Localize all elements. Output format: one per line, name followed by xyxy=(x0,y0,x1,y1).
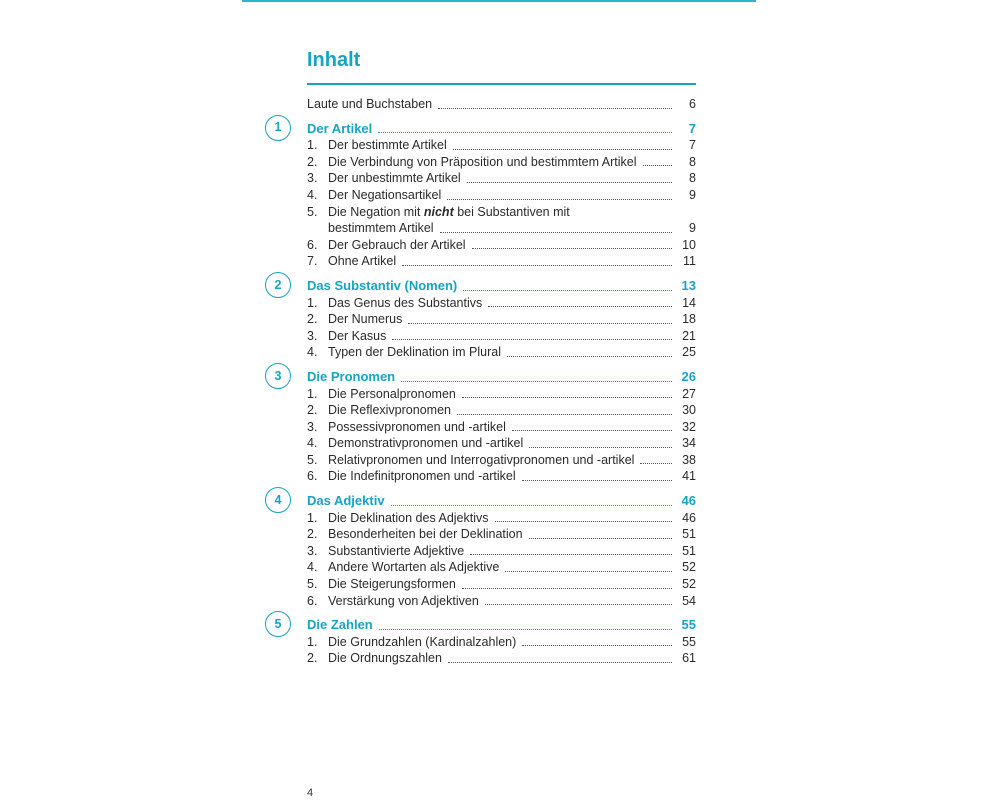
entry-number: 2. xyxy=(307,312,318,327)
entry-number: 3. xyxy=(307,171,318,186)
entry-text: Laute und Buchstaben xyxy=(307,97,433,111)
toc-entry[interactable] xyxy=(307,402,696,419)
entry-page: 25 xyxy=(682,345,696,360)
chapter-heading-2[interactable] xyxy=(274,277,696,295)
page-title: Inhalt xyxy=(307,49,361,71)
chapter-title: Die Zahlen xyxy=(307,617,373,633)
entry-page: 34 xyxy=(682,436,696,451)
entry-page: 11 xyxy=(683,254,696,269)
dot-leader xyxy=(643,165,673,166)
entry-text: Possessivpronomen und -artikel xyxy=(328,419,506,434)
toc-entry[interactable] xyxy=(307,295,696,312)
dot-leader xyxy=(453,149,672,150)
dot-leader xyxy=(391,505,672,506)
dot-leader xyxy=(507,356,672,357)
entry-text: Der bestimmte Artikel xyxy=(328,138,447,153)
toc-entry[interactable] xyxy=(307,204,696,221)
entry-page: 10 xyxy=(682,237,696,252)
entry-text-emphasis xyxy=(424,205,454,219)
entry-number: 2. xyxy=(307,403,318,418)
entry-text: Das Genus des Substantivs xyxy=(328,295,483,310)
entry-number: 7. xyxy=(307,254,318,269)
dot-leader xyxy=(512,430,672,431)
toc-entry-continuation[interactable] xyxy=(307,220,696,237)
entry-number: 4. xyxy=(307,436,318,451)
toc-entry[interactable] xyxy=(307,154,696,171)
dot-leader xyxy=(447,199,672,200)
entry-number: 2. xyxy=(307,154,318,169)
dot-leader xyxy=(488,306,672,307)
chapter-title: Die Pronomen xyxy=(307,368,396,384)
entry-text xyxy=(328,204,570,221)
chapter-heading-1[interactable] xyxy=(274,120,696,138)
dot-leader xyxy=(440,232,672,233)
entry-text: Die Indefinitpronomen und -artikel xyxy=(328,469,516,484)
dot-leader xyxy=(408,323,672,324)
entry-number: 5. xyxy=(307,452,318,467)
entry-text: Typen der Deklination im Plural xyxy=(328,345,501,360)
toc-entry[interactable] xyxy=(307,253,696,270)
dot-leader xyxy=(448,662,672,663)
entry-text: Die Steigerungsformen xyxy=(328,577,456,592)
toc-entry[interactable] xyxy=(307,419,696,436)
dot-leader xyxy=(462,588,672,589)
chapter-page: 26 xyxy=(681,368,696,384)
entry-page: 46 xyxy=(682,510,696,525)
entry-text: Die Grundzahlen (Kardinalzahlen) xyxy=(328,634,517,649)
entry-text-part: Die Negation mit xyxy=(328,204,424,219)
chapter-page: 55 xyxy=(681,617,696,633)
chapter-title: Der Artikel xyxy=(307,120,373,136)
entry-number: 1. xyxy=(307,138,318,153)
toc-entry[interactable] xyxy=(307,452,696,469)
entry-text: Der Numerus xyxy=(328,312,403,327)
entry-page: 6 xyxy=(689,97,696,111)
entry-text: Der Gebrauch der Artikel xyxy=(328,237,466,252)
entry-number: 4. xyxy=(307,187,318,202)
entry-page: 51 xyxy=(682,527,696,542)
dot-leader xyxy=(462,397,672,398)
entry-text: Demonstrativpronomen und -artikel xyxy=(328,436,524,451)
entry-number: 3. xyxy=(307,328,318,343)
entry-page: 41 xyxy=(682,469,696,484)
entry-page: 61 xyxy=(682,651,696,666)
entry-number: 1. xyxy=(307,634,318,649)
dot-leader xyxy=(529,538,672,539)
chapter-number-badge: 4 xyxy=(265,487,291,513)
entry-page: 52 xyxy=(682,560,696,575)
chapter-number-badge: 5 xyxy=(265,611,291,637)
chapter-number-badge: 1 xyxy=(265,115,291,141)
page-number: 4 xyxy=(307,787,314,799)
entry-number: 6. xyxy=(307,237,318,252)
entry-text: Die Reflexivpronomen xyxy=(328,403,451,418)
toc-entry[interactable] xyxy=(307,634,696,651)
entry-number: 5. xyxy=(307,204,318,219)
entry-number: 1. xyxy=(307,386,318,401)
entry-text: Ohne Artikel xyxy=(328,254,397,269)
entry-page: 52 xyxy=(682,577,696,592)
chapter-title: Das Adjektiv xyxy=(307,493,385,509)
entry-page: 18 xyxy=(682,312,696,327)
entry-text: Substantivierte Adjektive xyxy=(328,543,465,558)
entry-number: 2. xyxy=(307,651,318,666)
toc-entry[interactable] xyxy=(307,237,696,254)
chapter-page: 13 xyxy=(681,277,696,293)
toc-entry[interactable] xyxy=(307,435,696,452)
chapter-number-badge: 3 xyxy=(265,363,291,389)
entry-page: 51 xyxy=(682,543,696,558)
entry-number: 6. xyxy=(307,469,318,484)
toc-entry[interactable] xyxy=(307,650,696,667)
entry-page: 55 xyxy=(682,634,696,649)
dot-leader xyxy=(401,381,672,382)
dot-leader xyxy=(438,108,672,109)
entry-page: 38 xyxy=(682,452,696,467)
entry-page: 9 xyxy=(689,187,696,202)
entry-page: 7 xyxy=(689,138,696,153)
entry-text: Der unbestimmte Artikel xyxy=(328,171,461,186)
toc-entry[interactable] xyxy=(307,187,696,204)
entry-page: 9 xyxy=(689,221,696,236)
entry-text-continued: bestimmtem Artikel xyxy=(328,221,434,236)
chapter-heading-3[interactable] xyxy=(274,368,696,386)
entry-number: 3. xyxy=(307,543,318,558)
toc-entry-intro[interactable] xyxy=(307,96,696,113)
entry-page: 8 xyxy=(689,154,696,169)
entry-number: 5. xyxy=(307,577,318,592)
entry-page: 32 xyxy=(682,419,696,434)
entry-text: Die Personalpronomen xyxy=(328,386,456,401)
entry-text: Die Deklination des Adjektivs xyxy=(328,510,489,525)
toc-entry[interactable] xyxy=(307,510,696,527)
toc-entry[interactable] xyxy=(307,543,696,560)
dot-leader xyxy=(495,521,673,522)
dot-leader xyxy=(463,290,672,291)
entry-text: Der Kasus xyxy=(328,328,387,343)
entry-number: 2. xyxy=(307,527,318,542)
entry-page: 30 xyxy=(682,403,696,418)
dot-leader xyxy=(457,414,672,415)
dot-leader xyxy=(522,480,672,481)
entry-number: 1. xyxy=(307,295,318,310)
table-of-contents xyxy=(274,96,696,667)
entry-text: Der Negationsartikel xyxy=(328,187,442,202)
dot-leader xyxy=(529,447,672,448)
toc-entry[interactable] xyxy=(307,576,696,593)
dot-leader xyxy=(485,604,672,605)
entry-text: Verstärkung von Adjektiven xyxy=(328,593,479,608)
entry-text: Die Ordnungszahlen xyxy=(328,651,442,666)
toc-entry[interactable] xyxy=(307,170,696,187)
dot-leader xyxy=(467,182,672,183)
entry-number: 1. xyxy=(307,510,318,525)
entry-text-part: bei Substantiven mit xyxy=(453,204,570,219)
top-accent-line xyxy=(242,0,756,2)
chapter-heading-4[interactable] xyxy=(274,492,696,510)
entry-number: 6. xyxy=(307,593,318,608)
entry-text: Relativpronomen und Interrogativpronomen und -artikel xyxy=(328,452,635,467)
toc-entry[interactable] xyxy=(307,344,696,361)
dot-leader xyxy=(402,265,672,266)
entry-number: 4. xyxy=(307,345,318,360)
toc-entry[interactable] xyxy=(307,593,696,610)
chapter-page: 46 xyxy=(681,493,696,509)
chapter-heading-5[interactable] xyxy=(274,616,696,634)
dot-leader xyxy=(470,554,672,555)
dot-leader xyxy=(379,629,672,630)
chapter-number-badge: 2 xyxy=(265,272,291,298)
entry-text: Andere Wortarten als Adjektive xyxy=(328,560,500,575)
entry-page: 14 xyxy=(682,295,696,310)
dot-leader xyxy=(505,571,672,572)
toc-entry[interactable] xyxy=(307,311,696,328)
toc-entry[interactable] xyxy=(307,386,696,403)
entry-page: 27 xyxy=(682,386,696,401)
entry-number: 4. xyxy=(307,560,318,575)
entry-number: 3. xyxy=(307,419,318,434)
entry-page: 21 xyxy=(682,328,696,343)
entry-text: Die Verbindung von Präposition und bestimmtem Artikel xyxy=(328,154,637,169)
toc-entry[interactable] xyxy=(307,328,696,345)
dot-leader xyxy=(472,248,672,249)
chapter-page: 7 xyxy=(688,120,696,136)
toc-entry[interactable] xyxy=(307,526,696,543)
toc-entry[interactable] xyxy=(307,559,696,576)
toc-entry[interactable] xyxy=(307,137,696,154)
dot-leader xyxy=(392,339,672,340)
title-divider xyxy=(307,83,696,85)
entry-page: 8 xyxy=(689,171,696,186)
entry-page: 54 xyxy=(682,593,696,608)
toc-entry[interactable] xyxy=(307,468,696,485)
dot-leader xyxy=(522,645,672,646)
dot-leader xyxy=(640,463,672,464)
chapter-title: Das Substantiv (Nomen) xyxy=(307,277,458,293)
entry-text: Besonderheiten bei der Deklination xyxy=(328,527,523,542)
dot-leader xyxy=(378,132,672,133)
entry-text-emphasis-bold: nicht xyxy=(423,204,454,219)
